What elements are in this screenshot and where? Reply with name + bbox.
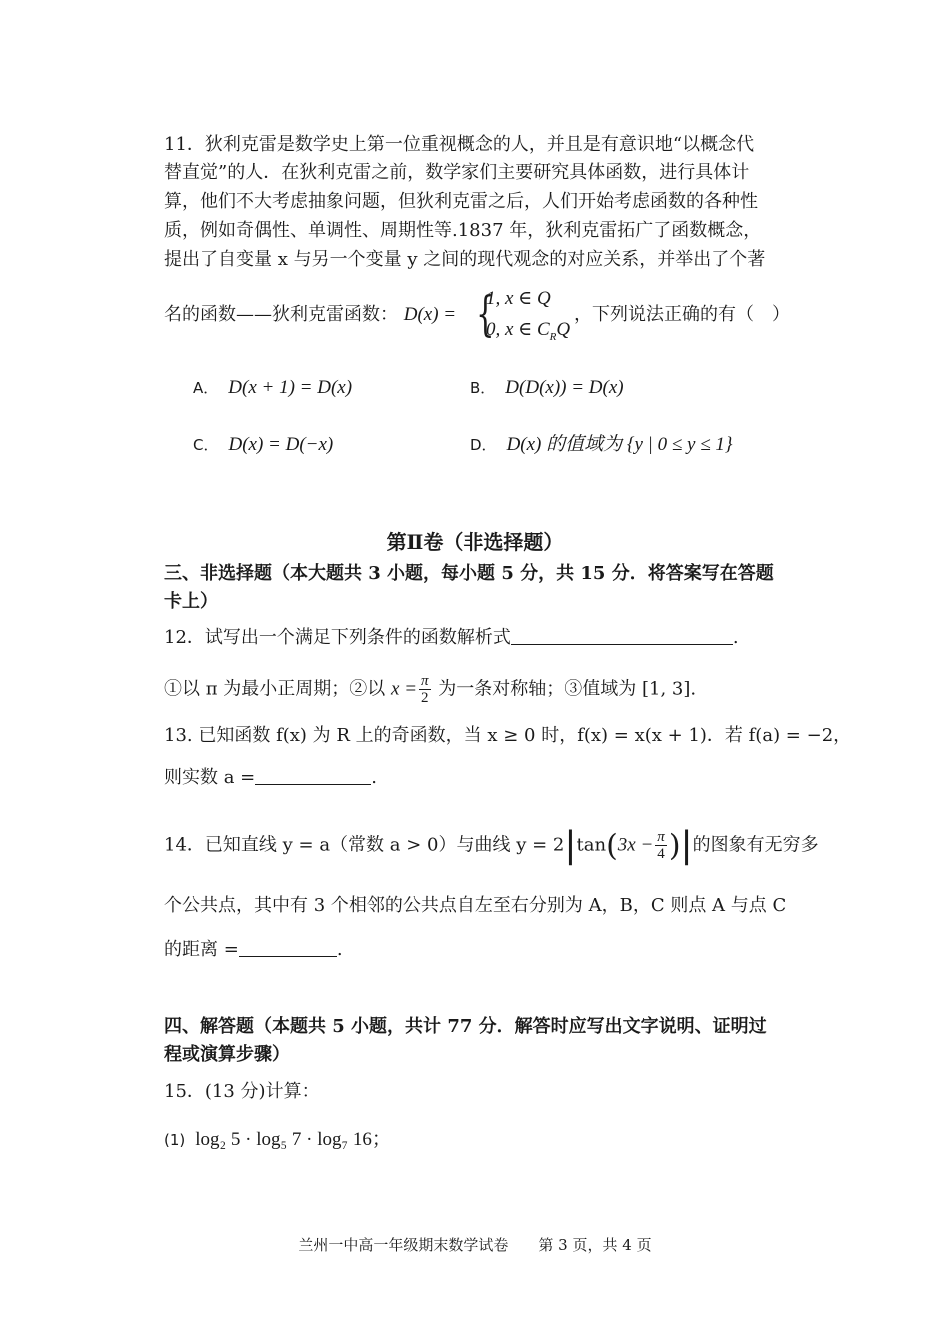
q14-suffix: 的图象有无穷多 — [692, 834, 819, 856]
option-a[interactable] — [193, 375, 352, 401]
q13-answer-blank[interactable] — [255, 766, 371, 785]
q14-line-1 — [164, 824, 819, 866]
paren-right: ) — [668, 828, 681, 864]
q15-sub-1-label: (1) — [164, 1131, 186, 1149]
paren-left: ( — [606, 828, 618, 864]
section-3-heading-line-1: 三、非选择题（本大题共 3 小题，每小题 5 分，共 15 分．将答案写在答题 — [164, 563, 774, 584]
option-a-text: D(x + 1) = D(x) — [228, 377, 353, 398]
part-2-title: 第Ⅱ卷（非选择题） — [386, 530, 564, 554]
q14-prefix: 14．已知直线 y = a（常数 a > 0）与曲线 y = 2 — [164, 834, 565, 856]
q14-pi-over-4-fraction: $\frac{\pi}{4}$ — [657, 829, 665, 862]
q11-line-4: 质，例如奇偶性、单调性、周期性等.1837 年，狄利克雷拓广了函数概念， — [164, 220, 762, 241]
q12-cond-b: 为一条对称轴；③值域为 [1, 3]. — [438, 678, 697, 700]
q15-sub-1-expression: log₂ 5 · log₅ 7 · log₇ 16； — [195, 1129, 391, 1150]
q12-answer-blank[interactable] — [511, 626, 733, 645]
option-b[interactable] — [470, 375, 624, 401]
q12-cond-x: x = — [391, 678, 418, 700]
q14-line-3-text: 的距离 = — [164, 939, 239, 960]
option-b-text: D(D(x)) = D(x) — [505, 377, 624, 398]
q15-sub-1 — [164, 1127, 391, 1153]
q13-line-2-text: 则实数 a = — [164, 767, 256, 788]
q11-line-5: 提出了自变量 x 与另一个变量 y 之间的现代观念的对应关系，并举出了个著 — [164, 249, 766, 270]
q12-pi-over-2-fraction: $\frac{\pi}{2}$ — [421, 673, 429, 706]
q12-line-1: 12．试写出一个满足下列条件的函数解析式 . — [164, 627, 739, 648]
q14-line-2: 个公共点，其中有 3 个相邻的公共点自左至右分别为 A，B，C 则点 A 与点 C — [164, 895, 787, 916]
section-4-heading-line-2: 程或演算步骤） — [164, 1044, 290, 1065]
q11-line-1: 11．狄利克雷是数学史上第一位重视概念的人，并且是有意识地“以概念代 — [164, 134, 755, 155]
abs-bar-right: | — [680, 824, 693, 866]
option-c-text: D(x) = D(−x) — [228, 434, 334, 455]
piecewise-case-1: 1, x ∈ Q — [486, 288, 551, 309]
q14-tan: tan — [576, 834, 607, 856]
option-a-label: A． — [193, 379, 219, 397]
q11-line-6-prefix: 名的函数——狄利克雷函数： — [164, 304, 398, 325]
piecewise-case-2: 0, x ∈ $C_RQ$ — [486, 319, 571, 343]
option-c[interactable] — [193, 432, 333, 458]
q13-line-2: 则实数 a = . — [164, 767, 377, 788]
option-c-label: C． — [193, 436, 219, 454]
option-d-label: D． — [470, 436, 497, 454]
q12-text: 12．试写出一个满足下列条件的函数解析式 — [164, 627, 511, 648]
q14-line-3: 的距离 = . — [164, 939, 343, 960]
q14-answer-blank[interactable] — [239, 938, 337, 957]
q11-line-3: 算，他们不大考虑抽象问题，但狄利克雷之后，人们开始考虑函数的各种性 — [164, 191, 758, 212]
q11-line-6 — [164, 302, 456, 328]
q15-title: 15．(13 分)计算： — [164, 1081, 320, 1102]
page-footer: 兰州一中高一年级期末数学试卷 第 3 页，共 4 页 — [298, 1236, 652, 1254]
section-3-heading-line-2: 卡上） — [164, 591, 218, 612]
option-b-label: B． — [470, 379, 496, 397]
q14-tan-arg: 3x − — [617, 834, 654, 856]
q12-conditions — [164, 673, 696, 706]
q11-line-6-suffix: ，下列说法正确的有（ ） — [574, 304, 790, 325]
option-d-text: D(x) 的值域为 {y | 0 ≤ y ≤ 1} — [506, 434, 733, 455]
section-4-heading-line-1: 四、解答题（本题共 5 小题，共计 77 分．解答时应写出文字说明、证明过 — [164, 1016, 767, 1037]
abs-bar-left: | — [564, 824, 577, 866]
dirichlet-function-lhs: D(x) = — [403, 304, 457, 325]
q13-line-1: 13. 已知函数 f(x) 为 R 上的奇函数，当 x ≥ 0 时，f(x) = x(x + 1)．若 f(a) = −2， — [164, 725, 852, 746]
piecewise-brace: { — [476, 286, 495, 342]
q11-line-2: 替直觉”的人．在狄利克雷之前，数学家们主要研究具体函数，进行具体计 — [164, 162, 750, 183]
option-d[interactable] — [470, 432, 733, 458]
q12-cond-a: ①以 π 为最小正周期；②以 — [164, 678, 386, 700]
